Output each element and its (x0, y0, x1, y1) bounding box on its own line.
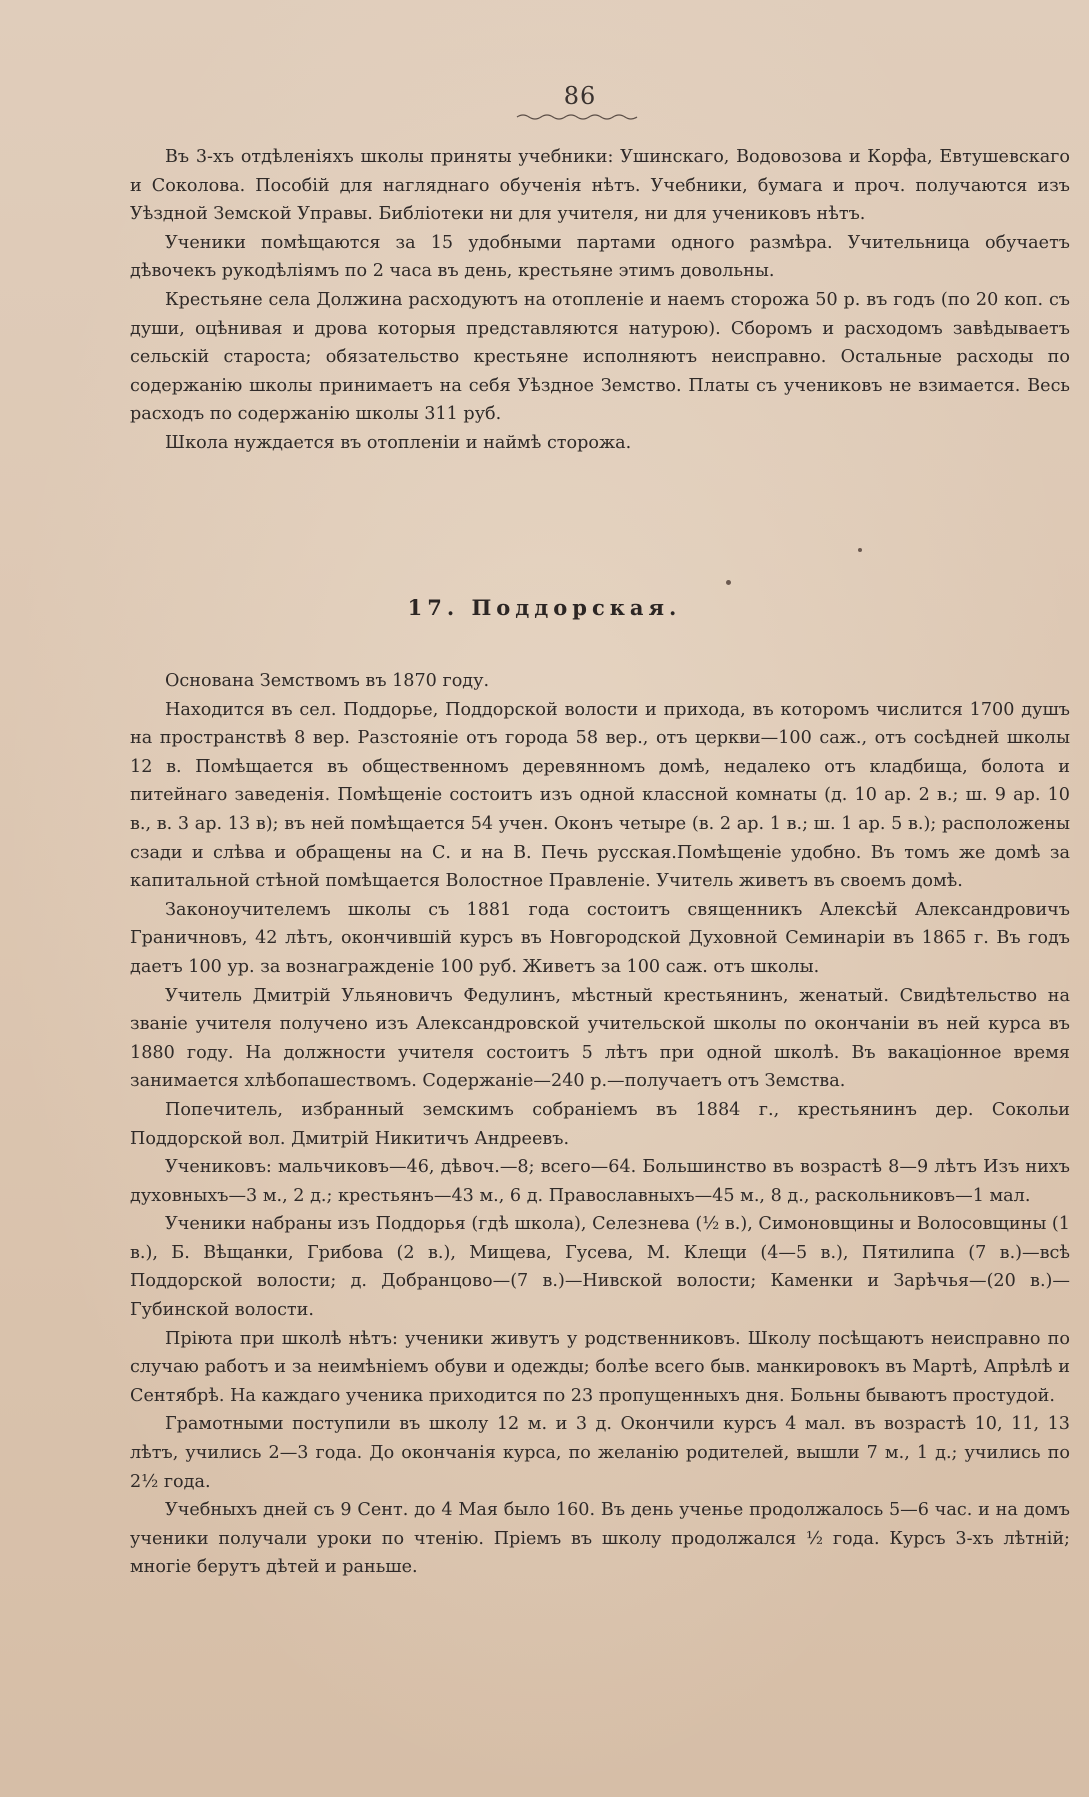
paragraph-pupils-count: Учениковъ: мальчиковъ—46, дѣвоч.—8; всего—64. Большинство въ возрастѣ 8—9 лѣтъ Изъ нихъ духовныхъ—3 м., 2 д.; крестьянъ—43 м., 6 д. Православныхъ—45 м., 8 д., раскольниковъ—1 мал. (130, 1157, 1070, 1206)
paragraph-religion-teacher: Законоучителемъ школы съ 1881 года состоитъ священникъ Алексѣй Александровичъ Граничновъ, 42 лѣтъ, окончившій курсъ въ Новгородской Духовной Семинаріи въ 1865 г. Въ годъ даетъ 100 ур. за вознагражденіе 100 руб. Живетъ за 100 саж. отъ школы. (130, 899, 1070, 977)
paragraph-school-days: Учебныхъ дней съ 9 Сент. до 4 Мая было 160. Въ день ученье продолжалось 5—6 час. и на домъ ученики получали уроки по чтенію. Пріемъ въ школу продолжался ½ года. Курсъ 3-хъ лѣтній; многіе берутъ дѣтей и раньше. (130, 1500, 1070, 1578)
paper-speck (726, 580, 731, 585)
section-title: 17. Поддорская. (407, 595, 682, 620)
paragraph-trustee: Попечитель, избранный земскимъ собраніемъ въ 1884 г., крестьянинъ дер. Сокольи Поддорской вол. Дмитрій Никитичъ Андреевъ. (130, 1099, 1070, 1149)
paragraph-teacher: Учитель Дмитрій Ульяновичъ Федулинъ, мѣстный крестьянинъ, женатый. Свидѣтельство на званіе учителя получено изъ Александровской учительской школы по окончаніи въ ней курса въ 1880 году. На должности учителя состоитъ 5 лѣтъ при одной школѣ. Въ вакаціонное время занимается хлѣбопашествомъ. Содержаніе—240 р.—получаетъ отъ Земства. (130, 985, 1070, 1092)
paragraph-completion: Грамотными поступили въ школу 12 м. и 3 д. Окончили курсъ 4 мал. въ возрастѣ 10, 11, 13 лѣтъ, учились 2—3 года. До окончанія курса, по желанію родителей, вышли 7 м., 1 д.; учились по 2½ года. (130, 1414, 1070, 1492)
page-number: 86 (563, 82, 597, 110)
paragraph-desks: Ученики помѣщаются за 15 удобными партами одного размѣра. Учительница обучаетъ дѣвочекъ рукодѣліямъ по 2 часа въ день, крестьяне этимъ довольны. (130, 232, 1070, 282)
paragraph-expenses: Крестьяне села Должина расходуютъ на отопленіе и наемъ сторожа 50 р. въ годъ (по 20 коп. съ души, оцѣнивая и дрова которыя представляются натурою). Сборомъ и расходомъ завѣдываетъ сельскій староста; обязательство крестьяне исполняютъ неисправно. Остальные расходы по содержанію школы принимаетъ на себя Уѣздное Земство. Платы съ учениковъ не взимается. Весь расходъ по содержанію школы 311 руб. (130, 289, 1070, 425)
paragraph-founded: Основана Земствомъ въ 1870 году. (165, 671, 490, 691)
paper-speck (858, 548, 862, 552)
paragraph-needs: Школа нуждается въ отопленіи и наймѣ сторожа. (165, 432, 632, 453)
paragraph-pupils-origin: Ученики набраны изъ Поддорья (гдѣ школа), Селезнева (½ в.), Симоновщины и Волосовщины (1 в.), Б. Вѣщанки, Грибова (2 в.), Мищева, Гусева, М. Клещи (4—5 в.), Пятилипа (7 в.)—всѣ Поддорской волости; д. Добранцово—(7 в.)—Нивской волости; Каменки и Зарѣчья—(20 в.)— Губинской волости. (130, 1214, 1070, 1321)
main-section (130, 667, 1070, 1582)
paragraph-attendance: Пріюта при школѣ нѣтъ: ученики живутъ у родственниковъ. Школу посѣщаютъ неисправно по случаю работъ и за неимѣніемъ обуви и одежды; болѣе всего быв. манкировокъ въ Мартѣ, Апрѣлѣ и Сентябрѣ. На каждаго ученика приходится по 23 пропущенныхъ дня. Больны бываютъ простудой. (130, 1328, 1070, 1406)
paragraph-textbooks: Въ 3-хъ отдѣленіяхъ школы приняты учебники: Ушинскаго, Водовозова и Корфа, Евтушевскаго и Соколова. Пособій для нагляднаго обученія нѣтъ. Учебники, бумага и проч. получаются изъ Уѣздной Земской Управы. Библіотеки ни для учителя, ни для учениковъ нѣтъ. (130, 147, 1070, 225)
ornament-divider (515, 112, 645, 122)
top-section (130, 143, 1070, 458)
paragraph-location: Находится въ сел. Поддорье, Поддорской волости и прихода, въ которомъ числится 1700 душъ на пространствѣ 8 вер. Разстояніе отъ города 58 вер., отъ церкви—100 саж., отъ сосѣдней школы 12 в. Помѣщается въ общественномъ деревянномъ домѣ, недалеко отъ кладбища, болота и питейнаго заведенія. Помѣщеніе состоитъ изъ одной классной комнаты (д. 10 ар. 2 в.; ш. 9 ар. 10 в., в. 3 ар. 13 в); въ ней помѣщается 54 учен. Оконъ четыре (в. 2 ар. 1 в.; ш. 1 ар. 5 в.); расположены сзади и слѣва и обращены на С. и на В. Печь русская.Помѣщеніе удобно. Въ томъ же домѣ за капитальной стѣной помѣщается Волостное Правленіе. Учитель живетъ въ своемъ домѣ. (130, 699, 1070, 892)
